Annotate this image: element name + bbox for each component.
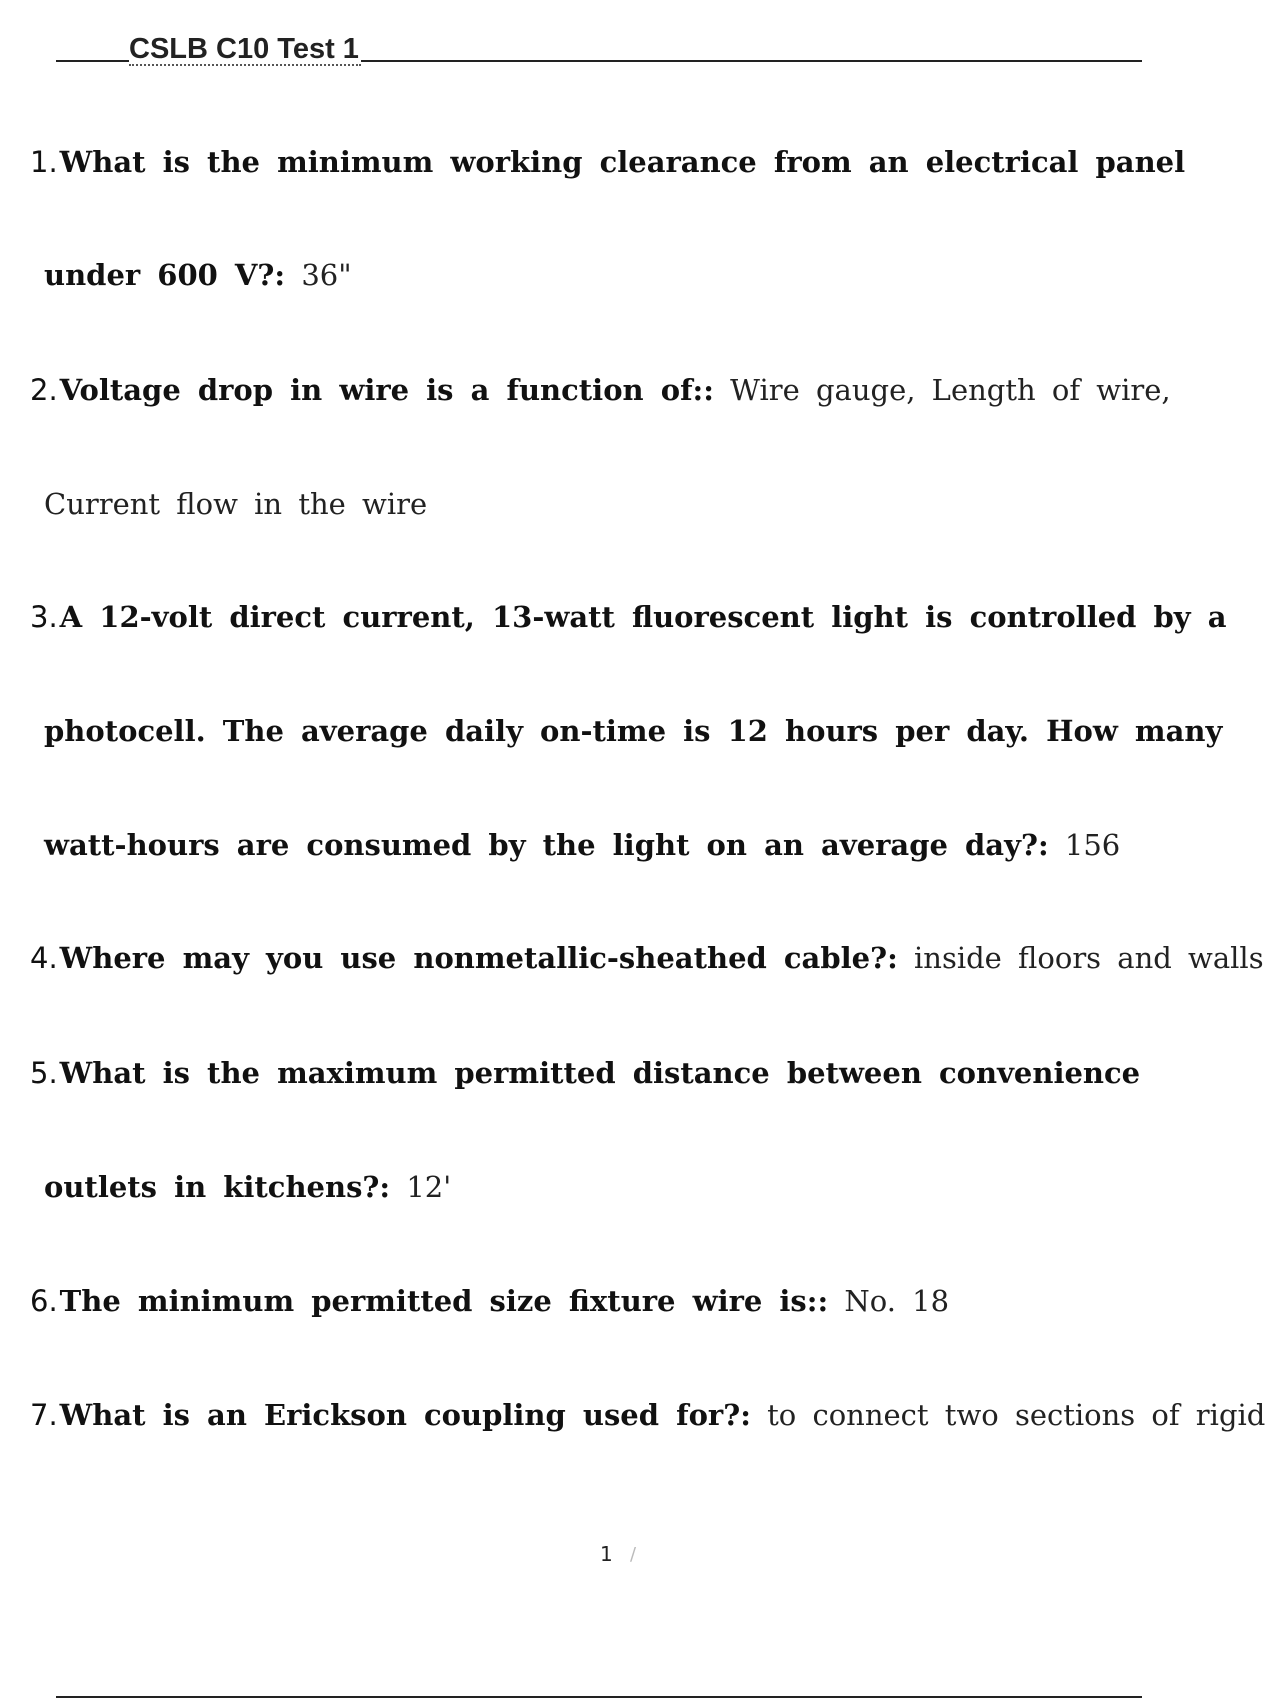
question-1-number: 1. <box>30 145 58 179</box>
question-4-line-1 <box>30 938 1264 978</box>
question-4-number: 4. <box>30 941 58 975</box>
question-5-text-cont: outlets in kitchens?: <box>44 1170 391 1204</box>
question-2-answer: Wire gauge, Length of wire, <box>713 373 1171 407</box>
question-5-line-1 <box>30 1053 1140 1093</box>
question-3-text-cont: photocell. The average daily on-time is 12 hours per day. How many <box>44 714 1223 748</box>
question-3-answer: 156 <box>1048 828 1121 862</box>
question-2-line-2 <box>44 484 427 524</box>
question-7-text: What is an Erickson coupling used for?: <box>59 1398 751 1432</box>
question-6-answer: No. 18 <box>828 1284 950 1318</box>
question-1-text: What is the minimum working clearance from an electrical panel <box>59 145 1186 179</box>
question-7-number: 7. <box>30 1398 58 1432</box>
question-5-line-2 <box>44 1167 451 1207</box>
question-7-line-1 <box>30 1395 1265 1435</box>
question-4-text: Where may you use nonmetallic-sheathed cable?: <box>59 941 898 975</box>
question-5-text: What is the maximum permitted distance between convenience <box>59 1056 1141 1090</box>
footer-rule <box>56 1696 1142 1698</box>
question-1-answer: 36" <box>285 258 352 292</box>
question-3-number: 3. <box>30 600 58 634</box>
question-5-answer: 12' <box>390 1170 452 1204</box>
question-3-line-1 <box>30 597 1227 637</box>
question-3-text-cont-2: watt-hours are consumed by the light on an average day?: <box>44 828 1049 862</box>
question-4-answer: inside floors and walls <box>897 941 1264 975</box>
page-number-separator: / <box>630 1544 637 1565</box>
question-5-number: 5. <box>30 1056 58 1090</box>
page-header-title: CSLB C10 Test 1 <box>129 33 359 65</box>
question-6-line-1 <box>30 1281 949 1321</box>
question-1-line-2 <box>44 255 352 295</box>
question-3-line-2 <box>44 711 1222 751</box>
page-header <box>56 32 1142 65</box>
question-2-line-1 <box>30 370 1171 410</box>
question-2-text: Voltage drop in wire is a function of:: <box>59 373 714 407</box>
question-6-text: The minimum permitted size fixture wire is:: <box>59 1284 829 1318</box>
question-3-line-3 <box>44 825 1120 865</box>
question-6-number: 6. <box>30 1284 58 1318</box>
question-2-number: 2. <box>30 373 58 407</box>
question-1-text-cont: under 600 V?: <box>44 258 286 292</box>
page-number: 1 <box>600 1542 613 1566</box>
question-7-answer: to connect two sections of rigid <box>750 1398 1265 1432</box>
question-3-text: A 12-volt direct current, 13-watt fluorescent light is controlled by a <box>59 600 1227 634</box>
question-2-answer-cont: Current flow in the wire <box>44 487 428 521</box>
question-1-line-1 <box>30 142 1185 182</box>
